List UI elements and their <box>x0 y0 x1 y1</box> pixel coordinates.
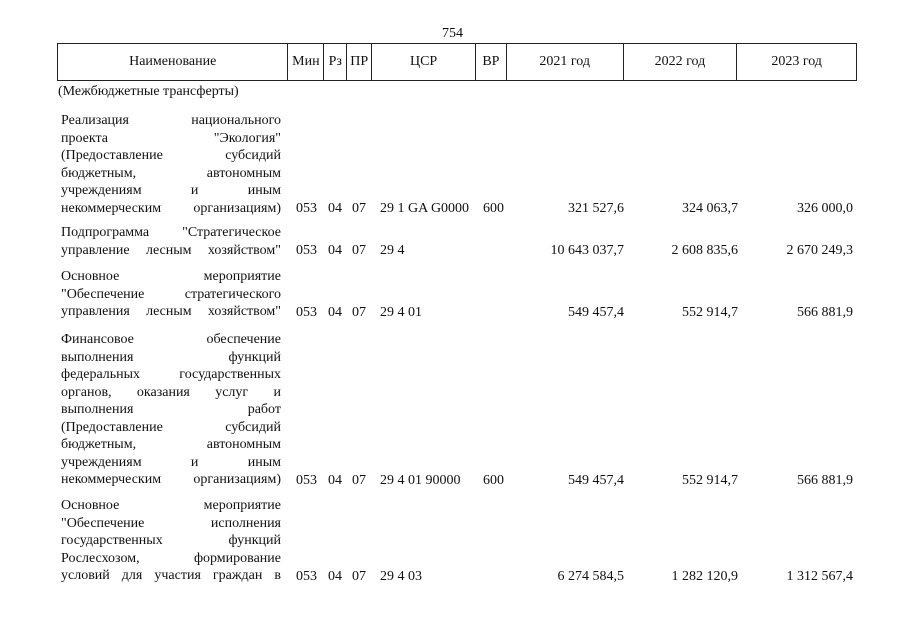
row-name <box>61 112 281 217</box>
cell-2021: 549 457,4 <box>568 304 624 320</box>
page-number: 754 <box>442 26 463 41</box>
row-name <box>61 224 281 259</box>
continuation-text: (Межбюджетные трансферты) <box>58 84 239 99</box>
cell-rz: 04 <box>328 242 342 258</box>
cell-2022: 1 282 120,9 <box>671 568 738 584</box>
cell-2023: 566 881,9 <box>797 304 853 320</box>
header-csr: ЦСР <box>371 44 475 80</box>
cell-rz: 04 <box>328 568 342 584</box>
cell-2021: 6 274 584,5 <box>557 568 624 584</box>
cell-2023: 1 312 567,4 <box>786 568 853 584</box>
row-name-line: выполнения функций <box>61 349 281 365</box>
row-name <box>61 331 281 489</box>
cell-min: 053 <box>296 304 317 320</box>
cell-2023: 566 881,9 <box>797 472 853 488</box>
cell-2022: 2 608 835,6 <box>671 242 738 258</box>
row-name-line: проекта "Экология" <box>61 130 281 146</box>
header-2023: 2023 год <box>736 44 856 80</box>
row-name-line: Подпрограмма "Стратегическое <box>61 225 281 240</box>
table-row <box>0 224 905 259</box>
row-name <box>61 497 281 585</box>
row-name-line: Финансовое обеспечение <box>61 332 281 347</box>
cell-2021: 10 643 037,7 <box>550 242 624 258</box>
header-2021: 2021 год <box>506 44 623 80</box>
header-rz: Рз <box>323 44 346 80</box>
table-row <box>0 268 905 321</box>
row-name-line: бюджетным, автономным <box>61 165 281 181</box>
row-name-line: "Обеспечение стратегического <box>61 286 281 302</box>
cell-min: 053 <box>296 242 317 258</box>
header-vr: ВР <box>475 44 506 80</box>
row-name-line: выполнения работ <box>61 402 281 417</box>
row-name-line: управления лесным хозяйством" <box>61 304 281 319</box>
row-name-line: учреждениям и иным <box>61 454 281 470</box>
cell-csr: 29 4 <box>380 242 405 258</box>
row-name-line: (Предоставление субсидий <box>61 148 281 163</box>
cell-csr: 29 4 01 <box>380 304 422 320</box>
cell-2022: 552 914,7 <box>682 472 738 488</box>
header-2022: 2022 год <box>623 44 737 80</box>
header-name: Наименование <box>129 54 217 69</box>
cell-pr: 07 <box>352 568 366 584</box>
cell-csr: 29 1 GA G0000 <box>380 200 470 216</box>
cell-2021: 549 457,4 <box>568 472 624 488</box>
header-min: Мин <box>287 44 323 80</box>
cell-min: 053 <box>296 568 317 584</box>
cell-pr: 07 <box>352 200 366 216</box>
table-row <box>0 112 905 217</box>
cell-rz: 04 <box>328 304 342 320</box>
header-pr: ПР <box>346 44 371 80</box>
cell-2023: 326 000,0 <box>797 200 853 216</box>
row-name-line: (Предоставление субсидий <box>61 419 281 435</box>
cell-2022: 552 914,7 <box>682 304 738 320</box>
row-name-line: Рослесхозом, формирование <box>61 550 281 566</box>
row-name-line: бюджетным, автономным <box>61 437 281 452</box>
row-name-line: некоммерческим организациям) <box>61 472 281 487</box>
cell-csr: 29 4 03 <box>380 568 422 584</box>
row-name-line: Реализация национального <box>61 113 281 128</box>
row-name-line: условий для участия граждан в <box>61 568 281 583</box>
row-name-line: управление лесным хозяйством" <box>61 242 281 258</box>
cell-2022: 324 063,7 <box>682 200 738 216</box>
cell-pr: 07 <box>352 304 366 320</box>
row-name <box>61 268 281 321</box>
row-name-line: Основное мероприятие <box>61 498 281 513</box>
row-name-line: государственных функций <box>61 533 281 548</box>
cell-vr: 600 <box>483 200 504 216</box>
cell-vr: 600 <box>483 472 504 488</box>
cell-2023: 2 670 249,3 <box>786 242 853 258</box>
table-header <box>57 43 857 81</box>
row-name-line: органов, оказания услуг и <box>61 384 281 400</box>
cell-pr: 07 <box>352 242 366 258</box>
cell-min: 053 <box>296 472 317 488</box>
cell-csr: 29 4 01 90000 <box>380 472 461 488</box>
cell-rz: 04 <box>328 472 342 488</box>
row-name-line: некоммерческим организациям) <box>61 200 281 216</box>
table-row <box>0 331 905 489</box>
row-name-line: федеральных государственных <box>61 367 281 382</box>
cell-pr: 07 <box>352 472 366 488</box>
cell-min: 053 <box>296 200 317 216</box>
row-name-line: учреждениям и иным <box>61 183 281 198</box>
cell-2021: 321 527,6 <box>568 200 624 216</box>
row-name-line: "Обеспечение исполнения <box>61 515 281 531</box>
cell-rz: 04 <box>328 200 342 216</box>
table-row <box>0 497 905 585</box>
row-name-line: Основное мероприятие <box>61 269 281 284</box>
